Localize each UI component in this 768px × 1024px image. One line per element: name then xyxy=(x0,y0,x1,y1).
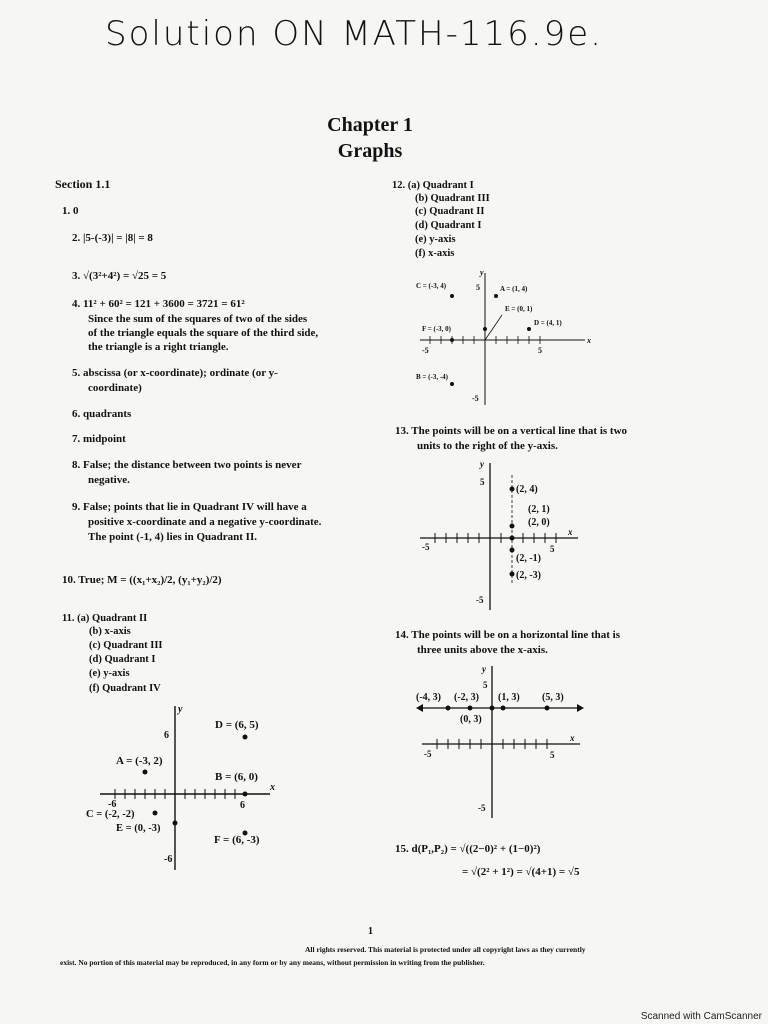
page-number: 1 xyxy=(368,926,373,937)
point-neg2-3 xyxy=(468,706,473,711)
answer-9-line3: The point (-1, 4) lies in Quadrant II. xyxy=(88,531,257,543)
point-D xyxy=(243,735,248,740)
answer-11a: 11. (a) Quadrant II xyxy=(62,613,148,624)
answer-11e: (e) y-axis xyxy=(89,668,130,679)
label-2-4: (2, 4) xyxy=(516,484,538,495)
point-F xyxy=(450,338,454,342)
label-neg2-3: (-2, 3) xyxy=(454,692,479,703)
point-0-3 xyxy=(490,706,495,711)
label-A: A = (-3, 2) xyxy=(116,755,163,767)
answer-4-line4: the triangle is a right triangle. xyxy=(88,341,229,353)
x-axis-label: x xyxy=(570,733,575,743)
label-E: E = (0, 1) xyxy=(505,305,533,313)
graph-14 xyxy=(410,658,600,823)
point-neg4-3 xyxy=(446,706,451,711)
answer-5: 5. abscissa (or x-coordinate); ordinate (or y- xyxy=(72,367,278,379)
point-D xyxy=(527,327,531,331)
label-B: B = (-3, -4) xyxy=(416,373,448,381)
answer-9: 9. False; points that lie in Quadrant IV will have a xyxy=(72,501,307,513)
tick-y5: 5 xyxy=(476,283,480,292)
tick-x5: 5 xyxy=(550,544,555,554)
answer-7: 7. midpoint xyxy=(72,433,126,445)
point-2-4 xyxy=(510,487,515,492)
y-axis-label: y xyxy=(482,664,486,674)
label-2-neg1: (2, -1) xyxy=(516,553,541,564)
answer-13-line2: units to the right of the y-axis. xyxy=(417,440,558,452)
tick-x5: 5 xyxy=(538,346,542,355)
answer-4-line2: Since the sum of the squares of two of the sides xyxy=(88,313,308,325)
label-1-3: (1, 3) xyxy=(498,692,520,703)
point-2-neg3 xyxy=(510,572,515,577)
chapter-label: Chapter 1 xyxy=(327,114,413,136)
graph-12 xyxy=(410,265,600,410)
tick-x-5: -5 xyxy=(422,542,430,552)
tick-y5: 5 xyxy=(480,477,485,487)
point-B xyxy=(450,382,454,386)
answer-9-line2: positive x-coordinate and a negative y-coordinate. xyxy=(88,516,322,528)
tick-x-5: -5 xyxy=(422,346,429,355)
answer-5-line2: coordinate) xyxy=(88,382,142,394)
point-C xyxy=(153,811,158,816)
label-2-1: (2, 1) xyxy=(528,504,550,515)
answer-12b: (b) Quadrant III xyxy=(415,193,490,204)
tick-y-5: -5 xyxy=(472,394,479,403)
label-C: C = (-2, -2) xyxy=(86,809,135,820)
answer-11b: (b) x-axis xyxy=(89,626,131,637)
label-A: A = (1, 4) xyxy=(500,285,528,293)
y-axis-label: y xyxy=(178,704,183,715)
tick-x-5: -5 xyxy=(424,749,432,759)
answer-11f: (f) Quadrant IV xyxy=(89,683,161,694)
tick-y-6: -6 xyxy=(164,854,173,865)
answer-8: 8. False; the distance between two points is never xyxy=(72,459,302,471)
point-2-neg1 xyxy=(510,548,515,553)
graph-13 xyxy=(410,455,600,615)
answer-2: 2. |5-(-3)| = |8| = 8 xyxy=(72,232,153,244)
answer-12c: (c) Quadrant II xyxy=(415,206,485,217)
tick-y5: 5 xyxy=(483,680,488,690)
y-axis-label: y xyxy=(480,268,484,277)
tick-x6: 6 xyxy=(240,800,245,811)
label-5-3: (5, 3) xyxy=(542,692,564,703)
label-neg4-3: (-4, 3) xyxy=(416,692,441,703)
label-D: D = (4, 1) xyxy=(534,319,562,327)
graph-11 xyxy=(80,700,290,875)
point-A xyxy=(143,770,148,775)
point-B xyxy=(243,792,248,797)
x-axis-label: x xyxy=(587,336,591,345)
answer-15-line2: = √(2² + 1²) = √(4+1) = √5 xyxy=(462,866,580,878)
handwritten-title: Solution ON MATH-116.9e. xyxy=(105,14,603,54)
chapter-title: Graphs xyxy=(337,140,403,162)
label-D: D = (6, 5) xyxy=(215,719,259,731)
answer-14-line2: three units above the x-axis. xyxy=(417,644,548,656)
answer-3: 3. √(3²+4²) = √25 = 5 xyxy=(72,270,167,282)
answer-12f: (f) x-axis xyxy=(415,248,455,259)
y-axis-label: y xyxy=(480,459,484,469)
answer-15: 15. d(P₁,P₂) = √((2−0)² + (1−0)²) xyxy=(395,843,541,855)
point-C xyxy=(450,294,454,298)
answer-12d: (d) Quadrant I xyxy=(415,220,482,231)
scanner-watermark: Scanned with CamScanner xyxy=(640,1011,762,1022)
answer-12a: 12. (a) Quadrant I xyxy=(392,180,474,191)
answer-8-line2: negative. xyxy=(88,474,130,486)
tick-y6: 6 xyxy=(164,730,169,741)
label-E: E = (0, -3) xyxy=(116,823,161,834)
label-C: C = (-3, 4) xyxy=(416,282,447,290)
chapter-heading xyxy=(300,112,440,164)
copyright-line-1: All rights reserved. This material is protected under all copyright laws as they currently xyxy=(305,945,586,954)
point-E xyxy=(483,327,487,331)
answer-13: 13. The points will be on a vertical line that is two xyxy=(395,425,628,437)
point-E xyxy=(173,821,178,826)
answer-1: 1. 0 xyxy=(62,205,79,217)
tick-y-5: -5 xyxy=(476,595,484,605)
answer-10: 10. True; M = ((x₁+x₂)/2, (y₁+y₂)/2) xyxy=(62,574,222,586)
answer-12e: (e) y-axis xyxy=(415,234,456,245)
answer-14: 14. The points will be on a horizontal line that is xyxy=(395,629,621,641)
answer-11d: (d) Quadrant I xyxy=(89,654,156,665)
answer-6: 6. quadrants xyxy=(72,408,132,420)
answer-4-line3: of the triangle equals the square of the third side, xyxy=(88,327,319,339)
label-0-3: (0, 3) xyxy=(460,714,482,725)
label-2-neg3: (2, -3) xyxy=(516,570,541,581)
point-1-3 xyxy=(501,706,506,711)
tick-x5: 5 xyxy=(550,750,555,760)
answer-11c: (c) Quadrant III xyxy=(89,640,163,651)
tick-x-6: -6 xyxy=(108,799,117,810)
copyright-line-2: exist. No portion of this material may be reproduced, in any form or by any means, without permission in writing from the publisher. xyxy=(60,958,485,967)
x-axis-label: x xyxy=(568,527,573,537)
label-B: B = (6, 0) xyxy=(215,771,258,783)
label-F: F = (-3, 0) xyxy=(422,325,451,333)
label-2-0: (2, 0) xyxy=(528,517,550,528)
point-A xyxy=(494,294,498,298)
answer-4: 4. 11² + 60² = 121 + 3600 = 3721 = 61² xyxy=(72,298,245,310)
label-F: F = (6, -3) xyxy=(214,834,260,846)
point-2-0 xyxy=(510,536,515,541)
x-axis-label: x xyxy=(270,782,275,793)
section-heading: Section 1.1 xyxy=(55,177,111,191)
tick-y-5: -5 xyxy=(478,803,486,813)
point-5-3 xyxy=(545,706,550,711)
point-2-1 xyxy=(510,524,515,529)
